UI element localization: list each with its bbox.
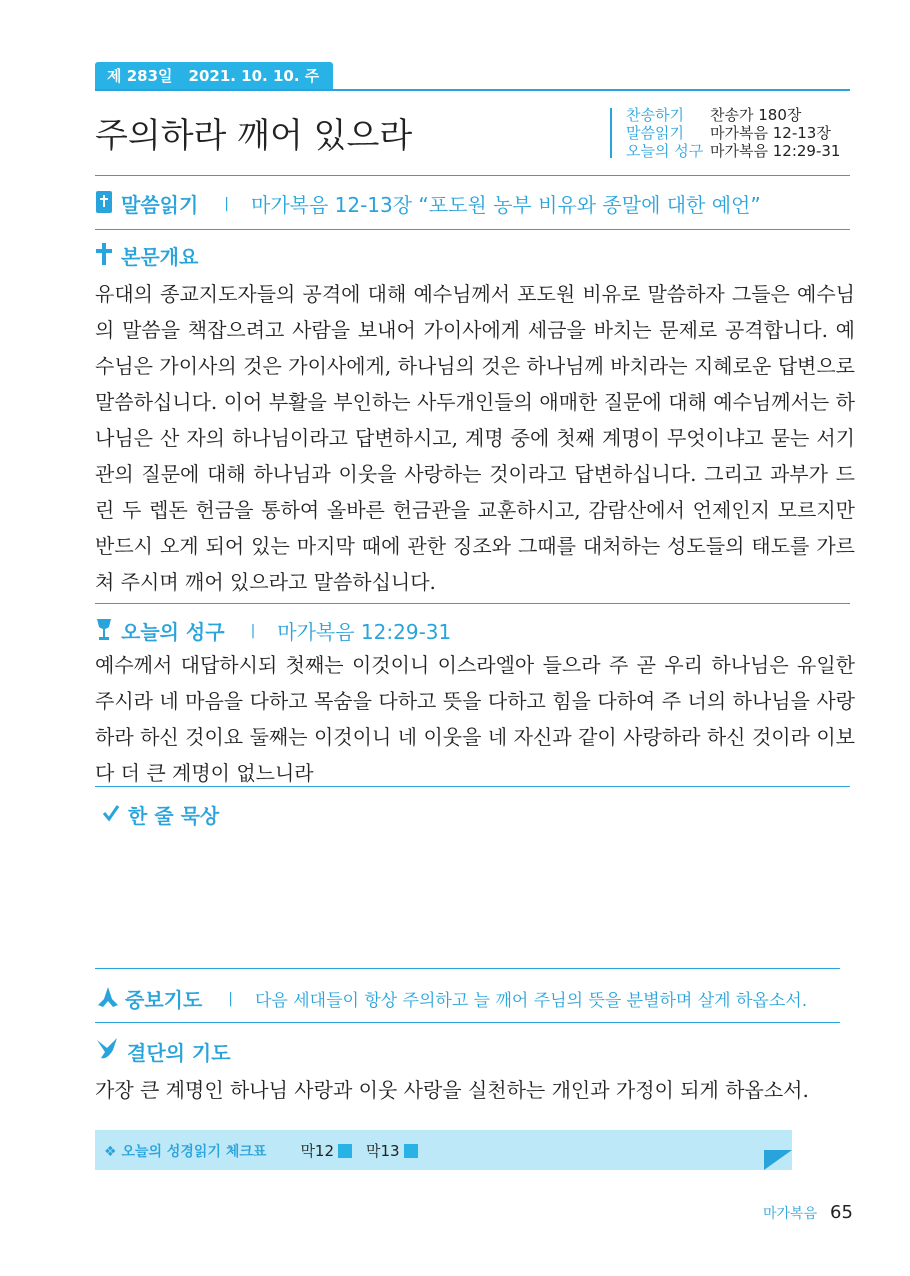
resolution-text: 가장 큰 계명인 하나님 사랑과 이웃 사랑을 실천하는 개인과 가정이 되게 하옵소서.	[95, 1078, 809, 1102]
meditation-header	[102, 800, 219, 829]
info-value: 마가복음 12:29-31	[710, 142, 841, 160]
section-rule	[95, 229, 850, 230]
reading-label: 말씀읽기	[121, 193, 199, 217]
verse-label: 오늘의 성구	[121, 620, 225, 644]
info-box	[626, 106, 840, 160]
info-row-hymn	[626, 106, 840, 124]
summary-text: 유대의 종교지도자들의 공격에 대해 예수님께서 포도원 비유로 말씀하자 그들은 예수님의 말씀을 책잡으려고 사람을 보내어 가이사에게 세금을 바치는 문제로 공격합니다. 예수님은 가이사의 것은 가이사에게, 하나님의 것은 하나님께 바치라는 지혜로운 답변으로 말씀하십니다. 이어 부활을 부인하는 사두개인들의 애매한 질문에 대해 예수님께서는 하나님은 산 자의 하나님이라고 답변하시고, 계명 중에 첫째 계명이 무엇이냐고 묻는 서기관의 질문에 대해 하나님과 이웃을 사랑하는 것이라고 답변하십니다. 그리고 과부가 드린 두 렙돈 헌금을 통하여 올바른 헌금관을 교훈하시고, 감람산에서 언제인지 모르지만 반드시 오게 되어 있는 마지막 때에 관한 징조와 그때를 대처하는 성도들의 태도를 가르쳐 주시며 깨어 있으라고 말씀하십니다.	[95, 282, 855, 594]
info-value: 찬송가 180장	[710, 106, 802, 124]
section-rule	[95, 1022, 840, 1023]
intercession-label: 중보기도	[125, 988, 203, 1012]
checklist-item-label: 막12	[300, 1142, 335, 1160]
diamond-bullet-icon: ❖	[104, 1143, 117, 1160]
checklist-item-mark12[interactable]	[300, 1140, 352, 1161]
header-rule	[95, 89, 850, 91]
checklist-item-label: 막13	[366, 1142, 400, 1160]
info-row-verse	[626, 142, 840, 160]
reading-header	[95, 189, 761, 218]
praying-hands-icon	[95, 985, 121, 1013]
resolution-header	[95, 1036, 231, 1066]
page-number: 65	[830, 1202, 853, 1223]
separator: |	[224, 195, 229, 212]
intercession-header	[95, 984, 807, 1013]
intercession-text: 다음 세대들이 항상 주의하고 늘 깨어 주님의 뜻을 분별하며 살게 하옵소서.	[255, 991, 808, 1011]
checklist-item-mark13[interactable]	[366, 1140, 418, 1161]
section-rule	[95, 968, 840, 969]
info-value: 마가복음 12-13장	[710, 124, 831, 142]
day-date-tab	[95, 62, 333, 90]
checklist-corner	[764, 1150, 792, 1174]
verse-header	[95, 616, 451, 645]
cross-icon	[95, 242, 113, 270]
info-key: 말씀읽기	[626, 124, 684, 142]
checklist	[104, 1140, 432, 1161]
check-icon	[102, 803, 120, 827]
meditation-label: 한 줄 묵상	[128, 804, 220, 828]
separator: |	[250, 622, 256, 639]
date-label: 2021. 10. 10. 주	[188, 67, 320, 85]
section-rule	[95, 786, 850, 787]
section-rule	[95, 175, 850, 176]
info-divider	[610, 108, 612, 158]
info-key: 오늘의 성구	[626, 142, 704, 160]
checklist-title	[104, 1141, 266, 1161]
chalice-icon	[95, 617, 113, 645]
verse-text: 예수께서 대답하시되 첫째는 이것이니 이스라엘아 들으라 주 곧 우리 하나님은 유일한 주시라 네 마음을 다하고 목숨을 다하고 뜻을 다하고 힘을 다하여 주 너의 하나님을 사랑하라 하신 것이요 둘째는 이것이니 네 이웃을 네 자신과 같이 사랑하라 하신 것이라 이보다 더 큰 계명이 없느니라	[95, 653, 855, 785]
checkbox[interactable]	[338, 1144, 352, 1158]
summary-label: 본문개요	[121, 245, 199, 269]
checkbox[interactable]	[404, 1144, 418, 1158]
footer-book: 마가복음	[763, 1206, 818, 1222]
page-title: 주의하라 깨어 있으라	[95, 116, 413, 156]
bible-icon	[95, 190, 113, 218]
info-key: 찬송하기	[626, 106, 684, 124]
reading-reference: 마가복음 12-13장 “포도원 농부 비유와 종말에 대한 예언”	[251, 193, 761, 217]
day-number: 제 283일	[107, 67, 173, 85]
info-row-reading	[626, 124, 840, 142]
checklist-title-text: 오늘의 성경읽기 체크표	[121, 1143, 267, 1160]
separator: |	[228, 990, 233, 1007]
dove-icon	[95, 1036, 119, 1066]
section-rule	[95, 603, 850, 604]
summary-header	[95, 241, 198, 270]
verse-reference: 마가복음 12:29-31	[277, 620, 452, 644]
resolution-label: 결단의 기도	[127, 1040, 231, 1065]
